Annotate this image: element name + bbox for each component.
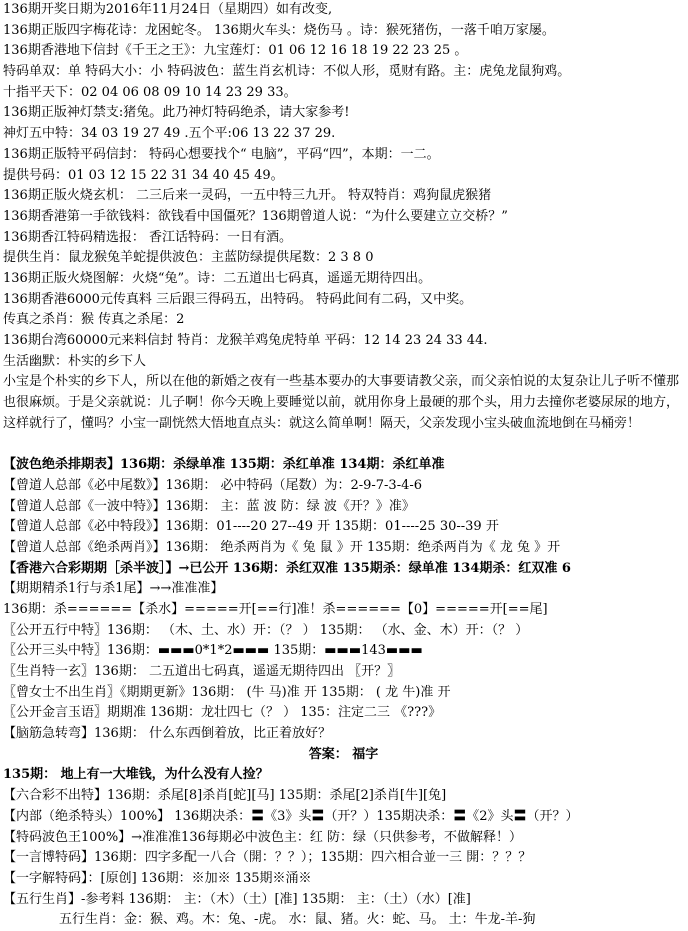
- line-color-king: 【特码波色王100%】→准准准136每期必中波色主：红 防：绿（只供参考，不做解释！）: [3, 829, 523, 845]
- line-lantern-riddle: 136期正版神灯禁支:猪兔。此乃神灯特码绝杀，请大家参考!: [3, 105, 350, 121]
- line-special-attributes: 特码单双：单 特码大小：小 特码波色：蓝生肖玄机诗：不似人形，觅财有路。主：虎兔龙鼠狗鸡。: [3, 64, 571, 80]
- line-provided-numbers: 提供号码：01 03 12 15 22 31 34 40 45 49。: [3, 167, 284, 183]
- line-lady-zodiac: 〖曾女士不出生肖〗《期期更新》136期： (牛 马)准 开 135期： ( 龙 牛)准 开: [3, 684, 451, 700]
- line-six-no-special: 【六合彩不出特】136期：杀尾[8]杀肖[蛇][马] 135期：杀尾[2]杀肖[牛][兔]: [3, 788, 447, 804]
- line-five-zodiac-list: 五行生肖：金：猴、鸡。木：兔、-虎。 水：鼠、猪。火：蛇、马。 土：牛龙-羊-狗: [59, 912, 536, 928]
- humor-story: 小宝是个朴实的乡下人，所以在他的新婚之夜有一些基本要办的大事要请教父亲，而父亲怕说的太复杂让儿子听不懂那也很麻烦。于是父亲就说：儿子啊！你今天晚上要睡觉以前，就用你身上最硬的那个头，用力去撞你老婆尿尿的地方，这样就行了，懂吗？小宝一副恍然大悟地直点头：就这么简单啊！隔天，父亲发现小宝头破血流地倒在马桶旁！: [3, 374, 680, 431]
- line-provided-zodiac: 提供生肖：鼠龙猴兔羊蛇提供波色：主蓝防绿提供尾数：2 3 8 0: [3, 250, 374, 266]
- line-underground-letter: 136期香港地下信封《千王之王》：九宝莲灯：01 06 12 16 18 19 22 23 25 。: [3, 43, 468, 59]
- line-kill-two: 【曾道人总部《绝杀两肖》】136期： 绝杀两肖为《 兔 鼠 》开 135期：绝杀两肖为《 龙 兔 》开: [3, 539, 561, 555]
- line-five-zodiac-ref: 【五行生肖】-参考料 136期： 主：（木）（土）[准] 135期： 主：（土）（水）[准]: [3, 891, 471, 907]
- line-riddle-money: 135期： 地上有一大堆钱，为什么没有人捡？: [3, 767, 269, 783]
- line-internal: 【内部（绝杀特头）100%】 136期决杀：〓《3》头〓（开？）135期决杀：〓《2》头〓（开？）: [3, 808, 579, 824]
- line-five-elements: 〖公开五行中特〗136期： （木、土、水）开：（？ ） 135期： （水、金、木）开：（？ ）: [3, 622, 529, 638]
- line-hk-kill-half: 【香港六合彩期期［杀半波］】→已公开 136期：杀红双准 135期杀：绿单准 134期杀：红双准 6: [3, 560, 571, 576]
- line-first-hand: 136期香港第一手欲钱料：欲钱看中国僵死？136期曾道人说：“为什么要建立立交桥？”: [3, 208, 508, 224]
- line-humor-title: 生活幽默：朴实的乡下人: [3, 353, 147, 369]
- line-tail-count: 【曾道人总部《必中尾数》】136期： 必中特码（尾数）为：2-9-7-3-4-6: [3, 477, 423, 493]
- line-header: 136期开奖日期为2016年11月24日（星期四）如有改变,: [3, 2, 333, 17]
- line-6000-true: 136期香港6000元传真料 三后跟三得码五，出特码。 特码此间有二码，又中奖。: [3, 291, 473, 307]
- line-taiwan-letter: 136期台湾60000元来料信封 特肖：龙猴羊鸡兔虎特单 平码：12 14 23 24 33 44.: [3, 333, 488, 348]
- line-must-segment: 【曾道人总部《必中特段》】136期：01----20 27--49 开 135期：01----25 30--39 开: [3, 519, 499, 535]
- line-color-kill: 【波色绝杀排期表】136期：杀绿单准 135期：杀红单准 134期：杀红单准: [3, 457, 445, 473]
- line-zodiac-one: 〖生肖特一玄〗136期： 二五道出七码真，遥遥无期待四出 〖开？〗: [3, 664, 401, 680]
- line-brain-teaser: 【脑筋急转弯】136期： 什么东西倒着放，比正着放好？: [3, 726, 331, 742]
- line-special-letter: 136期正版特平码信封： 特码心想要找个“ 电脑”，平码“四”，本期：一二。: [3, 146, 440, 162]
- line-five-in: 神灯五中特：34 03 19 27 49 .五个平:06 13 22 37 29.: [3, 126, 336, 142]
- line-ten-pointer: 十指平天下：02 04 06 08 09 10 14 23 29 33。: [3, 84, 297, 100]
- line-burned-mystery: 136期正版火烧玄机： 二三后来一灵码，一五中特三九开。 特双特肖：鸡狗鼠虎猴猪: [3, 188, 492, 204]
- line-one-word: 【一言博特码】136期：四字多配一八合（開：？？）；135期：四六相合並一三 開：？？？: [3, 850, 532, 866]
- line-plum-poem: 136期正版四字梅花诗：龙困蛇冬。 136期火车头：烧伤马 。诗：猴死猪伤，一落千咱万家屡。: [3, 22, 555, 38]
- line-one-wave: 【曾道人总部《一波中特》】136期： 主：蓝 波 防：绿 波《开？》准》: [3, 498, 415, 514]
- line-answer: 答案： 福字: [308, 746, 379, 762]
- line-one-character: 【一字解特码】：[原创] 136期：※加※ 135期※涌※: [3, 870, 312, 886]
- line-legend-kill: 传真之杀肖：猴 传真之杀尾：2: [3, 312, 185, 328]
- line-burned-figure: 136期正版火烧图解：火烧“兔”。诗：二五道出七码真，遥遥无期待四出。: [3, 270, 432, 286]
- line-three-heads: 〖公开三头中特〗136期：▬▬▬0*1*2▬▬▬ 135期：▬▬▬143▬▬▬: [3, 643, 423, 659]
- line-kill-water: 136期：杀======【杀水】=====开[==行]准！杀======【0】=====开[==尾]: [3, 601, 548, 617]
- line-period-row: 【期期精杀1行与杀1尾】→→准准准】: [3, 581, 224, 597]
- line-golden-words: 〖公开金言玉语〗期期准 136期：龙壮四七（？ ） 135：注定二三 《???》: [3, 705, 442, 721]
- line-hk-selection: 136期香江特码精选报： 香江话特码：一日有酒。: [3, 229, 292, 245]
